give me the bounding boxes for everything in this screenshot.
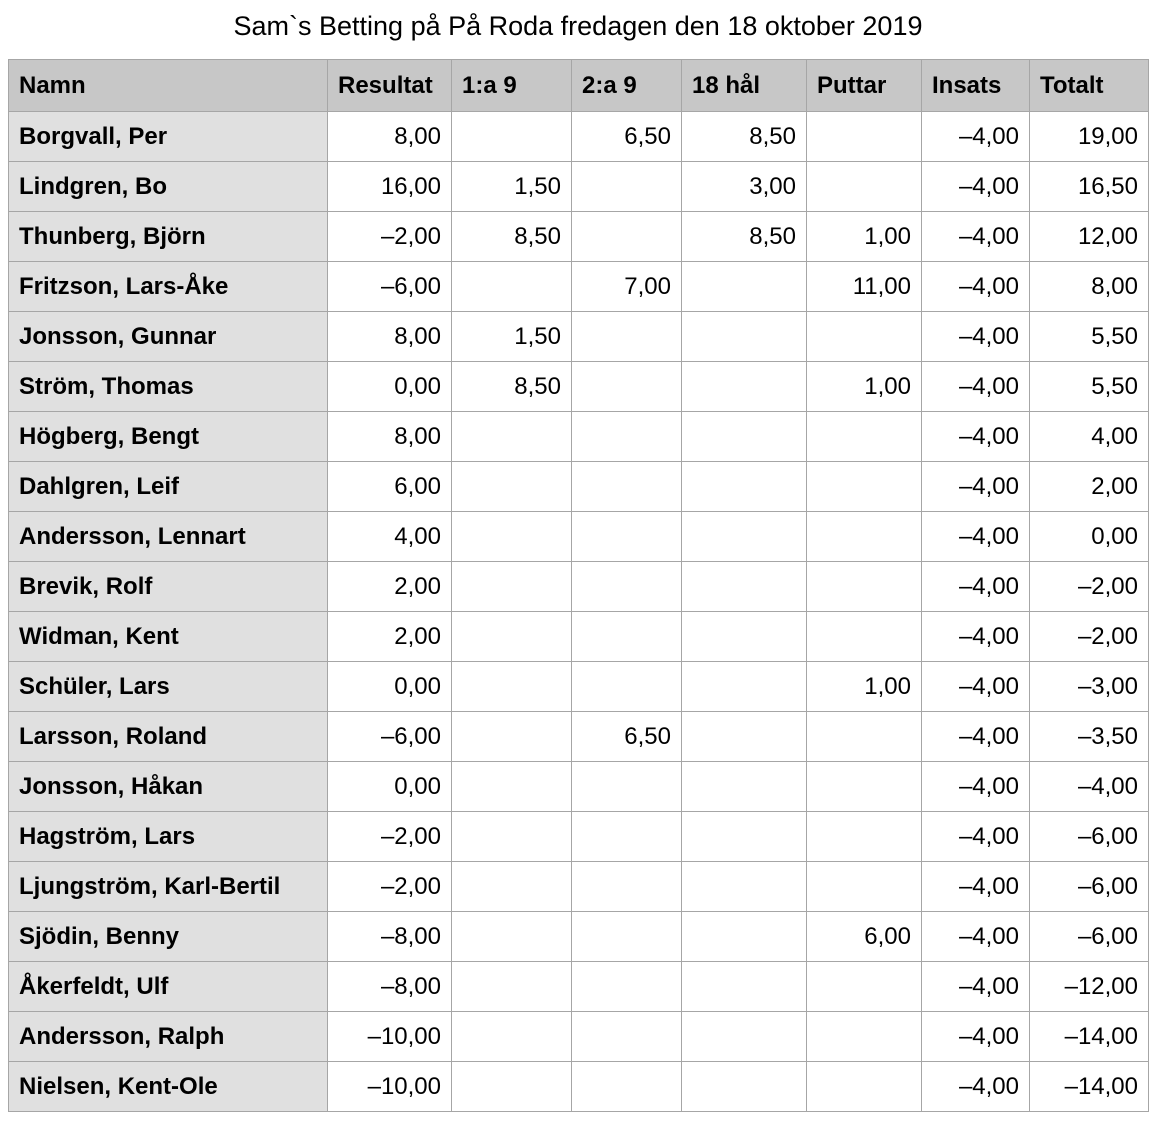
puttar-cell xyxy=(807,112,922,162)
forsta-nio-cell xyxy=(452,712,572,762)
totalt-cell: 16,50 xyxy=(1030,162,1149,212)
insats-cell: –4,00 xyxy=(922,262,1030,312)
totalt-cell: –4,00 xyxy=(1030,762,1149,812)
totalt-cell: –14,00 xyxy=(1030,1012,1149,1062)
puttar-cell xyxy=(807,762,922,812)
resultat-cell: –10,00 xyxy=(328,1012,452,1062)
column-header-puttar: Puttar xyxy=(807,60,922,112)
18-hal-cell xyxy=(682,862,807,912)
forsta-nio-cell xyxy=(452,112,572,162)
player-name-cell: Brevik, Rolf xyxy=(9,562,328,612)
player-name-cell: Jonsson, Gunnar xyxy=(9,312,328,362)
puttar-cell: 1,00 xyxy=(807,362,922,412)
andra-nio-cell: 7,00 xyxy=(572,262,682,312)
resultat-cell: 0,00 xyxy=(328,762,452,812)
totalt-cell: 4,00 xyxy=(1030,412,1149,462)
player-name-cell: Nielsen, Kent-Ole xyxy=(9,1062,328,1112)
table-row xyxy=(9,912,1149,962)
puttar-cell: 1,00 xyxy=(807,212,922,262)
insats-cell: –4,00 xyxy=(922,412,1030,462)
andra-nio-cell xyxy=(572,1062,682,1112)
resultat-cell: 0,00 xyxy=(328,662,452,712)
puttar-cell xyxy=(807,712,922,762)
table-row xyxy=(9,762,1149,812)
puttar-cell: 11,00 xyxy=(807,262,922,312)
18-hal-cell xyxy=(682,762,807,812)
player-name-cell: Hagström, Lars xyxy=(9,812,328,862)
resultat-cell: –8,00 xyxy=(328,962,452,1012)
player-name-cell: Andersson, Ralph xyxy=(9,1012,328,1062)
forsta-nio-cell xyxy=(452,812,572,862)
totalt-cell: –6,00 xyxy=(1030,862,1149,912)
andra-nio-cell xyxy=(572,812,682,862)
puttar-cell: 1,00 xyxy=(807,662,922,712)
18-hal-cell xyxy=(682,462,807,512)
puttar-cell: 6,00 xyxy=(807,912,922,962)
resultat-cell: 8,00 xyxy=(328,112,452,162)
results-table xyxy=(8,59,1149,1112)
andra-nio-cell xyxy=(572,862,682,912)
andra-nio-cell: 6,50 xyxy=(572,712,682,762)
player-name-cell: Lindgren, Bo xyxy=(9,162,328,212)
andra-nio-cell xyxy=(572,312,682,362)
player-name-cell: Schüler, Lars xyxy=(9,662,328,712)
totalt-cell: 2,00 xyxy=(1030,462,1149,512)
andra-nio-cell xyxy=(572,412,682,462)
table-row xyxy=(9,312,1149,362)
andra-nio-cell xyxy=(572,912,682,962)
totalt-cell: 0,00 xyxy=(1030,512,1149,562)
totalt-cell: –3,00 xyxy=(1030,662,1149,712)
puttar-cell xyxy=(807,562,922,612)
player-name-cell: Andersson, Lennart xyxy=(9,512,328,562)
table-row xyxy=(9,962,1149,1012)
resultat-cell: 16,00 xyxy=(328,162,452,212)
insats-cell: –4,00 xyxy=(922,1062,1030,1112)
insats-cell: –4,00 xyxy=(922,112,1030,162)
andra-nio-cell xyxy=(572,1012,682,1062)
forsta-nio-cell xyxy=(452,762,572,812)
insats-cell: –4,00 xyxy=(922,712,1030,762)
18-hal-cell xyxy=(682,1062,807,1112)
table-row xyxy=(9,512,1149,562)
forsta-nio-cell: 1,50 xyxy=(452,162,572,212)
column-header-resultat: Resultat xyxy=(328,60,452,112)
18-hal-cell: 8,50 xyxy=(682,212,807,262)
18-hal-cell xyxy=(682,262,807,312)
forsta-nio-cell xyxy=(452,262,572,312)
andra-nio-cell: 6,50 xyxy=(572,112,682,162)
forsta-nio-cell xyxy=(452,1062,572,1112)
forsta-nio-cell xyxy=(452,412,572,462)
puttar-cell xyxy=(807,1062,922,1112)
results-body xyxy=(9,112,1149,1112)
18-hal-cell xyxy=(682,562,807,612)
18-hal-cell xyxy=(682,512,807,562)
resultat-cell: –6,00 xyxy=(328,712,452,762)
table-row xyxy=(9,112,1149,162)
18-hal-cell xyxy=(682,712,807,762)
forsta-nio-cell xyxy=(452,1012,572,1062)
insats-cell: –4,00 xyxy=(922,912,1030,962)
resultat-cell: –6,00 xyxy=(328,262,452,312)
table-row xyxy=(9,662,1149,712)
18-hal-cell xyxy=(682,662,807,712)
puttar-cell xyxy=(807,812,922,862)
resultat-cell: –2,00 xyxy=(328,812,452,862)
andra-nio-cell xyxy=(572,562,682,612)
table-row xyxy=(9,212,1149,262)
insats-cell: –4,00 xyxy=(922,962,1030,1012)
totalt-cell: 5,50 xyxy=(1030,362,1149,412)
table-row xyxy=(9,262,1149,312)
totalt-cell: –14,00 xyxy=(1030,1062,1149,1112)
column-header-forsta-nio: 1:a 9 xyxy=(452,60,572,112)
puttar-cell xyxy=(807,412,922,462)
forsta-nio-cell xyxy=(452,662,572,712)
insats-cell: –4,00 xyxy=(922,362,1030,412)
insats-cell: –4,00 xyxy=(922,662,1030,712)
forsta-nio-cell xyxy=(452,462,572,512)
puttar-cell xyxy=(807,512,922,562)
andra-nio-cell xyxy=(572,362,682,412)
player-name-cell: Ljungström, Karl-Bertil xyxy=(9,862,328,912)
forsta-nio-cell xyxy=(452,962,572,1012)
18-hal-cell xyxy=(682,312,807,362)
totalt-cell: –6,00 xyxy=(1030,812,1149,862)
resultat-cell: 2,00 xyxy=(328,612,452,662)
insats-cell: –4,00 xyxy=(922,162,1030,212)
18-hal-cell xyxy=(682,912,807,962)
forsta-nio-cell: 8,50 xyxy=(452,362,572,412)
totalt-cell: 5,50 xyxy=(1030,312,1149,362)
resultat-cell: –2,00 xyxy=(328,212,452,262)
18-hal-cell xyxy=(682,812,807,862)
resultat-cell: –10,00 xyxy=(328,1062,452,1112)
18-hal-cell: 8,50 xyxy=(682,112,807,162)
player-name-cell: Borgvall, Per xyxy=(9,112,328,162)
insats-cell: –4,00 xyxy=(922,512,1030,562)
table-row xyxy=(9,562,1149,612)
player-name-cell: Jonsson, Håkan xyxy=(9,762,328,812)
18-hal-cell xyxy=(682,1012,807,1062)
forsta-nio-cell xyxy=(452,862,572,912)
insats-cell: –4,00 xyxy=(922,762,1030,812)
totalt-cell: –3,50 xyxy=(1030,712,1149,762)
column-header-namn: Namn xyxy=(9,60,328,112)
document-title: Sam`s Betting på På Roda fredagen den 18 oktober 2019 xyxy=(233,11,923,41)
player-name-cell: Larsson, Roland xyxy=(9,712,328,762)
andra-nio-cell xyxy=(572,212,682,262)
totalt-cell: –2,00 xyxy=(1030,562,1149,612)
resultat-cell: 8,00 xyxy=(328,312,452,362)
forsta-nio-cell xyxy=(452,512,572,562)
forsta-nio-cell xyxy=(452,912,572,962)
andra-nio-cell xyxy=(572,762,682,812)
player-name-cell: Högberg, Bengt xyxy=(9,412,328,462)
player-name-cell: Åkerfeldt, Ulf xyxy=(9,962,328,1012)
insats-cell: –4,00 xyxy=(922,212,1030,262)
insats-cell: –4,00 xyxy=(922,562,1030,612)
player-name-cell: Sjödin, Benny xyxy=(9,912,328,962)
totalt-cell: 19,00 xyxy=(1030,112,1149,162)
table-row xyxy=(9,412,1149,462)
insats-cell: –4,00 xyxy=(922,612,1030,662)
andra-nio-cell xyxy=(572,462,682,512)
18-hal-cell xyxy=(682,962,807,1012)
table-row xyxy=(9,362,1149,412)
puttar-cell xyxy=(807,862,922,912)
totalt-cell: –12,00 xyxy=(1030,962,1149,1012)
forsta-nio-cell xyxy=(452,612,572,662)
table-row xyxy=(9,462,1149,512)
andra-nio-cell xyxy=(572,612,682,662)
table-row xyxy=(9,612,1149,662)
resultat-cell: –2,00 xyxy=(328,862,452,912)
player-name-cell: Thunberg, Björn xyxy=(9,212,328,262)
player-name-cell: Fritzson, Lars-Åke xyxy=(9,262,328,312)
puttar-cell xyxy=(807,312,922,362)
totalt-cell: 12,00 xyxy=(1030,212,1149,262)
table-row xyxy=(9,1012,1149,1062)
puttar-cell xyxy=(807,612,922,662)
puttar-cell xyxy=(807,462,922,512)
andra-nio-cell xyxy=(572,962,682,1012)
column-header-insats: Insats xyxy=(922,60,1030,112)
puttar-cell xyxy=(807,1012,922,1062)
andra-nio-cell xyxy=(572,512,682,562)
column-header-andra-nio: 2:a 9 xyxy=(572,60,682,112)
resultat-cell: 8,00 xyxy=(328,412,452,462)
column-header-totalt: Totalt xyxy=(1030,60,1149,112)
insats-cell: –4,00 xyxy=(922,1012,1030,1062)
18-hal-cell: 3,00 xyxy=(682,162,807,212)
andra-nio-cell xyxy=(572,662,682,712)
18-hal-cell xyxy=(682,612,807,662)
resultat-cell: 4,00 xyxy=(328,512,452,562)
resultat-cell: 6,00 xyxy=(328,462,452,512)
table-row xyxy=(9,712,1149,762)
column-header-18-hal: 18 hål xyxy=(682,60,807,112)
forsta-nio-cell xyxy=(452,562,572,612)
player-name-cell: Widman, Kent xyxy=(9,612,328,662)
insats-cell: –4,00 xyxy=(922,462,1030,512)
totalt-cell: –6,00 xyxy=(1030,912,1149,962)
totalt-cell: 8,00 xyxy=(1030,262,1149,312)
resultat-cell: –8,00 xyxy=(328,912,452,962)
player-name-cell: Ström, Thomas xyxy=(9,362,328,412)
insats-cell: –4,00 xyxy=(922,812,1030,862)
insats-cell: –4,00 xyxy=(922,312,1030,362)
18-hal-cell xyxy=(682,412,807,462)
totalt-cell: –2,00 xyxy=(1030,612,1149,662)
forsta-nio-cell: 1,50 xyxy=(452,312,572,362)
player-name-cell: Dahlgren, Leif xyxy=(9,462,328,512)
puttar-cell xyxy=(807,162,922,212)
resultat-cell: 2,00 xyxy=(328,562,452,612)
insats-cell: –4,00 xyxy=(922,862,1030,912)
andra-nio-cell xyxy=(572,162,682,212)
table-row xyxy=(9,1062,1149,1112)
18-hal-cell xyxy=(682,362,807,412)
table-row xyxy=(9,812,1149,862)
forsta-nio-cell: 8,50 xyxy=(452,212,572,262)
resultat-cell: 0,00 xyxy=(328,362,452,412)
header-row xyxy=(9,60,1149,112)
puttar-cell xyxy=(807,962,922,1012)
table-row xyxy=(9,162,1149,212)
table-row xyxy=(9,862,1149,912)
